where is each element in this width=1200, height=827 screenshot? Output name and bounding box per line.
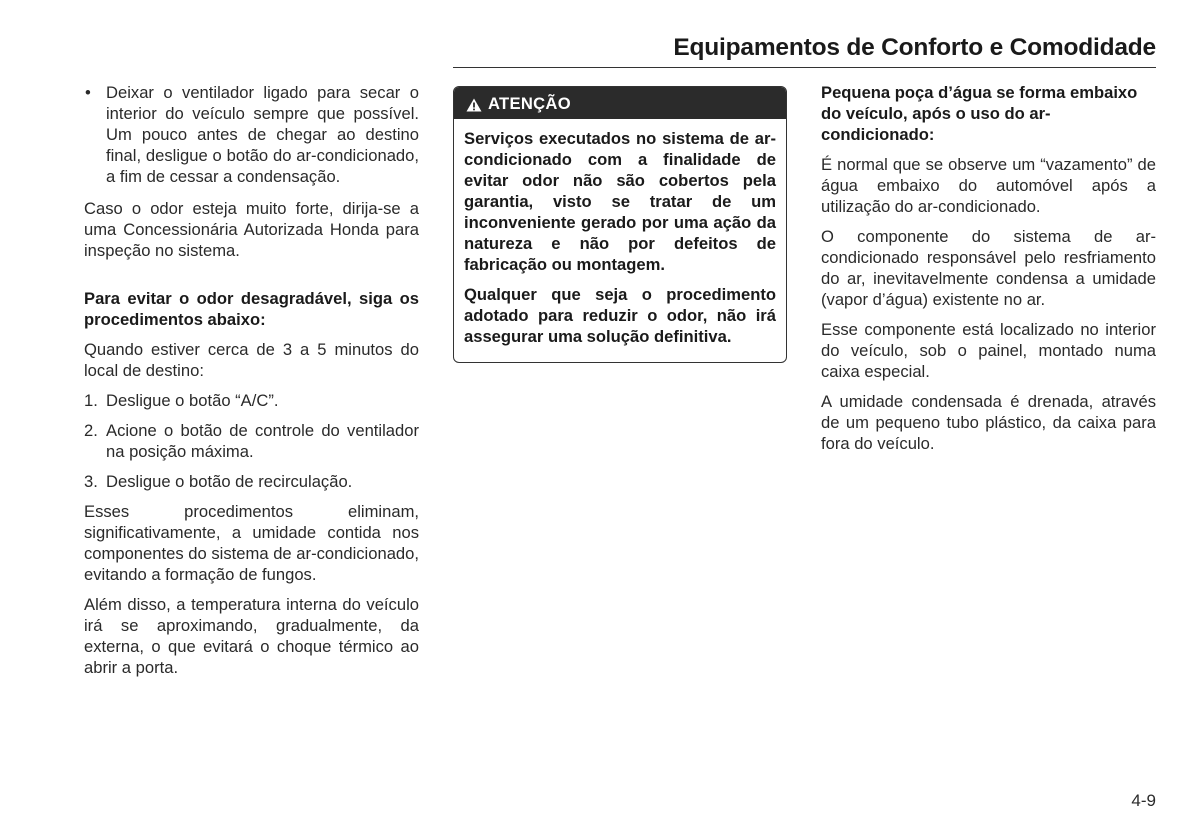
bullet-text: Deixar o ventilador ligado para secar o interior do veículo sempre que possível. Um pouco antes de chegar ao destino final, desligue o botão do ar-condicionado, a fim de cessar a condensação. xyxy=(106,83,419,186)
paragraph-condensation: O componente do sistema de ar-condicionado responsável pelo resfriamento do ar, inevitavelmente condensa a umidade (vapor d’água) existente no ar. xyxy=(821,227,1156,309)
left-column xyxy=(84,82,419,687)
middle-column xyxy=(453,82,787,363)
section-heading-water-puddle: Pequena poça d’água se forma embaixo do veículo, após o uso do ar-condicionado: xyxy=(821,83,1138,144)
paragraph-drainage: A umidade condensada é drenada, através de um pequeno tubo plástico, da caixa para fora do veículo. xyxy=(821,392,1156,453)
paragraph-effect: Esses procedimentos eliminam, significativamente, a umidade contida nos componentes do sistema de ar-condicionado, evitando a formação de fungos. xyxy=(84,502,419,584)
warning-paragraph-solution: Qualquer que seja o procedimento adotado para reduzir o odor, não irá assegurar uma solução definitiva. xyxy=(464,285,776,346)
paragraph-normal-leak: É normal que se observe um “vazamento” de água embaixo do automóvel após a utilização do ar-condicionado. xyxy=(821,155,1156,216)
bullet-list-item xyxy=(84,82,419,187)
header-divider xyxy=(453,67,1156,68)
right-column xyxy=(821,82,1156,463)
paragraph-temperature: Além disso, a temperatura interna do veículo irá se aproximando, gradualmente, da externa, o que evitará o choque térmico ao abrir a porta. xyxy=(84,595,419,677)
step-number: 2. xyxy=(84,421,98,440)
step-item xyxy=(84,390,419,411)
paragraph-component-location: Esse componente está localizado no interior do veículo, sob o painel, montado numa caixa especial. xyxy=(821,320,1156,381)
step-text: Desligue o botão de recirculação. xyxy=(106,472,353,491)
step-text: Desligue o botão “A/C”. xyxy=(106,391,279,410)
paragraph-odor-dealer: Caso o odor esteja muito forte, dirija-se a uma Concessionária Autorizada Honda para inspeção no sistema. xyxy=(84,199,419,260)
section-heading-steps: Para evitar o odor desagradável, siga os procedimentos abaixo: xyxy=(84,289,419,329)
warning-title: ATENÇÃO xyxy=(488,93,571,113)
bullet-dot-icon: • xyxy=(85,83,91,102)
warning-box xyxy=(453,86,787,363)
step-item xyxy=(84,471,419,492)
step-item xyxy=(84,420,419,462)
spacer xyxy=(84,270,419,288)
page-number: 4-9 xyxy=(1131,791,1156,810)
step-number: 3. xyxy=(84,472,98,491)
warning-body xyxy=(454,119,786,362)
step-number: 1. xyxy=(84,391,98,410)
page-header-title: Equipamentos de Conforto e Comodidade xyxy=(673,34,1156,61)
step-text: Acione o botão de controle do ventilador na posição máxima. xyxy=(106,421,419,461)
warning-triangle-icon xyxy=(466,96,482,110)
paragraph-steps-intro: Quando estiver cerca de 3 a 5 minutos do local de destino: xyxy=(84,340,419,380)
warning-header xyxy=(454,87,786,119)
warning-paragraph-warranty: Serviços executados no sistema de ar-condicionado com a finalidade de evitar odor não são cobertos pela garantia, visto se tratar de um inconveniente gerado por uma ação da natureza e não por defeitos de fabricação ou montagem. xyxy=(464,129,776,274)
